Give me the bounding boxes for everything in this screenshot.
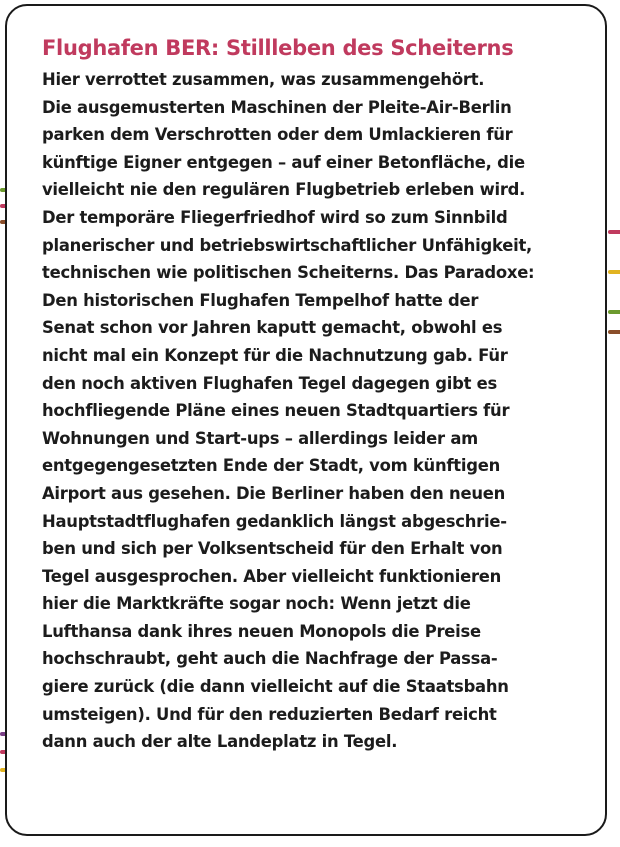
article-line: Hier verrottet zusammen, was zusammengehört.: [42, 70, 485, 89]
article-line: Wohnungen und Start-ups – allerdings leider am: [42, 428, 478, 448]
article-line: ben und sich per Volksentscheid für den Erhalt von: [42, 539, 503, 559]
article-line: umsteigen). Und für den reduzierten Bedarf reicht: [42, 704, 497, 724]
stripe: [608, 310, 620, 314]
article-line: den noch aktiven Flughafen Tegel dagegen gibt es: [42, 373, 498, 393]
article-line: hochschraubt, geht auch die Nachfrage der Passa-: [42, 649, 498, 669]
article-line: technischen wie politischen Scheiterns. Das Paradoxe:: [42, 263, 535, 283]
article-box: [5, 4, 607, 836]
article-body: [42, 66, 577, 756]
article-line: Airport aus gesehen. Die Berliner haben den neuen: [42, 483, 506, 503]
article-line: Lufthansa dank ihres neuen Monopols die Preise: [42, 621, 481, 641]
article-line: hochfliegende Pläne eines neuen Stadtquartiers für: [42, 401, 510, 421]
stripe: [608, 230, 620, 234]
article-line: dann auch der alte Landeplatz in Tegel.: [42, 732, 398, 752]
article-line: planerischer und betriebswirtschaftlicher Unfähigkeit,: [42, 235, 533, 255]
stripe: [608, 270, 620, 274]
article-line: entgegengesetzten Ende der Stadt, vom künftigen: [42, 456, 500, 476]
article-line: Tegel ausgesprochen. Aber vielleicht funktionieren: [42, 566, 502, 586]
article-line: Die ausgemusterten Maschinen der Pleite-Air-Berlin: [42, 97, 512, 117]
article-line: giere zurück (die dann vielleicht auf die Staatsbahn: [42, 677, 509, 697]
article-line: nicht mal ein Konzept für die Nachnutzung gab. Für: [42, 345, 508, 365]
stripe: [608, 330, 620, 334]
article-line: Den historischen Flughafen Tempelhof hatte der: [42, 290, 479, 310]
article-line: Der temporäre Fliegerfriedhof wird so zum Sinnbild: [42, 207, 508, 227]
article-line: Hauptstadtflughafen gedanklich längst abgeschrie-: [42, 511, 507, 531]
article-line: vielleicht nie den regulären Flugbetrieb erleben wird.: [42, 180, 526, 200]
article-line: künftige Eigner entgegen – auf einer Betonfläche, die: [42, 152, 525, 172]
article-line: parken dem Verschrotten oder dem Umlackieren für: [42, 125, 513, 145]
article-title: Flughafen BER: Stillleben des Scheiterns: [42, 36, 514, 60]
article-line: hier die Marktkräfte sogar noch: Wenn jetzt die: [42, 594, 471, 614]
article-line: Senat schon vor Jahren kaputt gemacht, obwohl es: [42, 318, 503, 338]
